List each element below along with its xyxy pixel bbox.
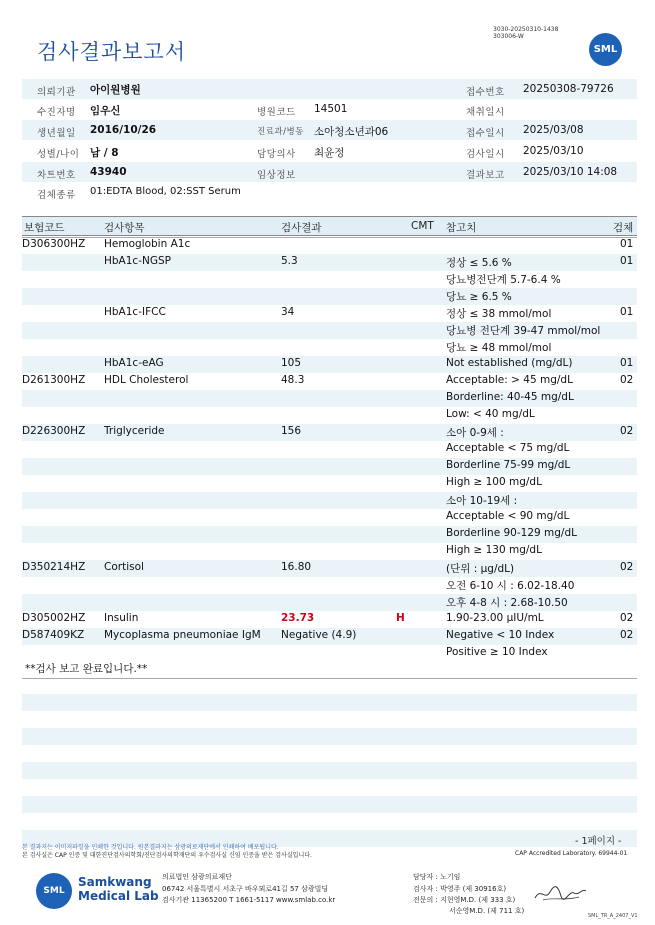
receipt-no-label: 접수번호 xyxy=(466,87,505,98)
signature-image xyxy=(533,883,588,905)
document-id-line-1: 3030-20250310-1438 xyxy=(493,26,559,33)
row-result: 156 xyxy=(281,425,302,437)
table-divider xyxy=(22,237,637,238)
doctor-value: 최윤정 xyxy=(314,147,345,159)
row-result: 34 xyxy=(281,306,295,318)
table-row xyxy=(22,526,637,543)
row-ref: Acceptable < 75 mg/dL xyxy=(446,442,570,454)
footnote-1: 본 결과지는 이미지파일을 인쇄한 것입니다. 원본결과지는 삼광의료재단에서 인쇄하여 배포됩니다. xyxy=(22,844,279,851)
row-code: D587409KZ xyxy=(22,629,85,641)
address-line-1: 의료법인 삼광의료재단 xyxy=(162,873,232,881)
row-ref: Borderline 90-129 mg/dL xyxy=(446,527,577,539)
col-result: 검사결과 xyxy=(281,222,322,234)
complete-note-row xyxy=(22,660,637,677)
table-row xyxy=(22,594,637,611)
empty-row xyxy=(22,796,637,813)
dob-label: 생년월일 xyxy=(37,128,76,139)
row-code: D350214HZ xyxy=(22,561,86,573)
table-row xyxy=(22,390,637,407)
complete-note: **검사 보고 완료입니다.** xyxy=(25,663,148,675)
row-code: D306300HZ xyxy=(22,238,86,250)
row-item: HbA1c-NGSP xyxy=(104,255,171,267)
sex-age-label: 성별/나이 xyxy=(37,149,80,160)
table-divider xyxy=(22,678,637,679)
table-row xyxy=(22,509,637,526)
row-ref: Not established (mg/dL) xyxy=(446,357,573,369)
col-specimen: 검체 xyxy=(613,222,634,234)
row-code: D226300HZ xyxy=(22,425,86,437)
row-ref: Acceptable < 90 mg/dL xyxy=(446,510,570,522)
receipt-date-label: 접수일시 xyxy=(466,128,505,139)
row-code: D261300HZ xyxy=(22,374,86,386)
row-ref: 정상 ≤ 5.6 % xyxy=(446,257,512,269)
row-result: 5.3 xyxy=(281,255,298,267)
row-specimen: 02 xyxy=(620,425,634,437)
test-date-value: 2025/03/10 xyxy=(523,145,584,157)
row-ref: 당뇨병전단계 5.7-6.4 % xyxy=(446,274,561,286)
patient-label: 수진자명 xyxy=(37,107,76,118)
hospital-value: 아이원병원 xyxy=(90,84,141,96)
row-ref: 오후 4-8 시 : 2.68-10.50 xyxy=(446,597,568,609)
col-item: 검사항목 xyxy=(104,222,145,234)
col-code: 보험코드 xyxy=(24,222,65,234)
row-ref: High ≥ 100 mg/dL xyxy=(446,476,542,488)
table-row xyxy=(22,492,637,509)
table-row xyxy=(22,288,637,305)
row-item: Mycoplasma pneumoniae IgM xyxy=(104,629,261,641)
footer-sml-logo: SML xyxy=(36,873,72,909)
footnote-2: 본 검사실은 CAP 인증 및 대한진단검사의학회/진단검사의학재단의 우수검사실 신임 인증을 받은 검사실입니다. xyxy=(22,852,312,859)
row-ref: Low: < 40 mg/dL xyxy=(446,408,535,420)
form-version: SML_TR_A_2407_V1 xyxy=(588,913,638,919)
table-row xyxy=(22,373,637,390)
table-row xyxy=(22,237,637,254)
table-row xyxy=(22,441,637,458)
page-number: - 1페이지 - xyxy=(575,836,622,847)
cap-accreditation: CAP Accredited Laboratory. 69944-01 xyxy=(515,850,628,857)
row-specimen: 01 xyxy=(620,255,634,267)
row-item: Triglyceride xyxy=(104,425,165,437)
empty-row xyxy=(22,694,637,711)
brand-line-2: Medical Lab xyxy=(78,889,159,903)
receipt-date-value: 2025/03/08 xyxy=(523,124,584,136)
table-row xyxy=(22,543,637,560)
address-line-3: 검사기관 11365200 T 1661-5117 www.smlab.co.kr xyxy=(162,896,336,904)
row-ref: High ≥ 130 mg/dL xyxy=(446,544,542,556)
hospital-label: 의뢰기관 xyxy=(37,87,76,98)
col-ref: 참고치 xyxy=(446,222,477,234)
row-ref: Acceptable: > 45 mg/dL xyxy=(446,374,573,386)
staff-line-1: 담당자 : 노기임 xyxy=(413,873,461,881)
row-specimen: 02 xyxy=(620,374,634,386)
dept-label: 진료과/병동 xyxy=(257,127,304,137)
row-ref: 당뇨 ≥ 48 mmol/mol xyxy=(446,342,552,354)
row-ref: Positive ≥ 10 Index xyxy=(446,646,548,658)
footer-brand xyxy=(78,875,159,903)
row-result: Negative (4.9) xyxy=(281,629,357,641)
row-ref: 당뇨 ≥ 6.5 % xyxy=(446,291,512,303)
row-ref: (단위 : μg/dL) xyxy=(446,563,515,575)
staff-line-4: 서순영M.D. (제 711 호) xyxy=(449,907,525,915)
document-id xyxy=(493,26,558,40)
row-item: HbA1c-IFCC xyxy=(104,306,166,318)
receipt-no-value: 20250308-79726 xyxy=(523,83,614,95)
specimen-value: 01:EDTA Blood, 02:SST Serum xyxy=(90,186,241,197)
table-row xyxy=(22,356,637,373)
staff-line-3: 전문의 : 지현영M.D. (제 333 호) xyxy=(413,896,516,904)
table-row xyxy=(22,475,637,492)
hospital-code-value: 14501 xyxy=(314,103,348,115)
row-specimen: 01 xyxy=(620,357,634,369)
specimen-label: 검체종류 xyxy=(37,190,76,201)
report-value: 2025/03/10 14:08 xyxy=(523,166,618,178)
row-specimen: 02 xyxy=(620,629,634,641)
row-specimen: 02 xyxy=(620,612,634,624)
table-row xyxy=(22,322,637,339)
table-row xyxy=(22,407,637,424)
row-code: D305002HZ xyxy=(22,612,86,624)
row-flag: H xyxy=(396,612,405,624)
empty-row xyxy=(22,728,637,745)
row-result: 48.3 xyxy=(281,374,305,386)
row-ref: 소아 0-9세 : xyxy=(446,427,504,439)
row-specimen: 02 xyxy=(620,561,634,573)
row-ref: Borderline: 40-45 mg/dL xyxy=(446,391,574,403)
table-row xyxy=(22,560,637,577)
brand-line-1: Samkwang xyxy=(78,875,152,889)
hospital-code-label: 병원코드 xyxy=(257,107,296,118)
row-ref: 오전 6-10 시 : 6.02-18.40 xyxy=(446,580,575,592)
row-item: HDL Cholesterol xyxy=(104,374,189,386)
table-row xyxy=(22,628,637,645)
row-result: 23.73 xyxy=(281,612,315,624)
row-ref: 1.90-23.00 μIU/mL xyxy=(446,612,544,624)
table-row xyxy=(22,271,637,288)
doctor-label: 담당의사 xyxy=(257,149,296,160)
results-table-header xyxy=(22,216,637,236)
table-row xyxy=(22,339,637,356)
collect-label: 채취일시 xyxy=(466,107,505,118)
table-row xyxy=(22,424,637,441)
row-ref: Negative < 10 Index xyxy=(446,629,555,641)
sex-age-value: 남 / 8 xyxy=(90,147,119,159)
row-ref: Borderline 75-99 mg/dL xyxy=(446,459,571,471)
clinical-label: 임상정보 xyxy=(257,170,296,181)
row-ref: 당뇨병 전단계 39-47 mmol/mol xyxy=(446,325,601,337)
table-row xyxy=(22,254,637,271)
table-row xyxy=(22,305,637,322)
col-cmt: CMT xyxy=(411,220,434,232)
dob-value: 2016/10/26 xyxy=(90,124,157,136)
row-result: 16.80 xyxy=(281,561,312,573)
table-row xyxy=(22,577,637,594)
row-item: Insulin xyxy=(104,612,139,624)
row-item: HbA1c-eAG xyxy=(104,357,164,369)
row-ref: 정상 ≤ 38 mmol/mol xyxy=(446,308,552,320)
row-specimen: 01 xyxy=(620,238,634,250)
sml-logo: SML xyxy=(589,33,622,66)
report-label: 결과보고 xyxy=(466,170,505,181)
report-title: 검사결과보고서 xyxy=(37,40,187,64)
chart-label: 차트번호 xyxy=(37,170,76,181)
address-line-2: 06742 서울특별시 서초구 바우뫼로41길 57 삼광빌딩 xyxy=(162,885,329,893)
row-ref: 소아 10-19세 : xyxy=(446,495,518,507)
chart-value: 43940 xyxy=(90,166,127,178)
empty-row xyxy=(22,762,637,779)
table-row xyxy=(22,611,637,628)
staff-line-2: 검사자 : 박영주 (제 30916호) xyxy=(413,885,507,893)
row-result: 105 xyxy=(281,357,302,369)
test-date-label: 검사일시 xyxy=(466,149,505,160)
patient-value: 임우신 xyxy=(90,105,121,117)
document-id-line-2: 303006-W xyxy=(493,33,524,40)
dept-value: 소아청소년과06 xyxy=(314,126,389,138)
row-specimen: 01 xyxy=(620,306,634,318)
table-row xyxy=(22,458,637,475)
row-item: Cortisol xyxy=(104,561,144,573)
row-item: Hemoglobin A1c xyxy=(104,238,191,250)
